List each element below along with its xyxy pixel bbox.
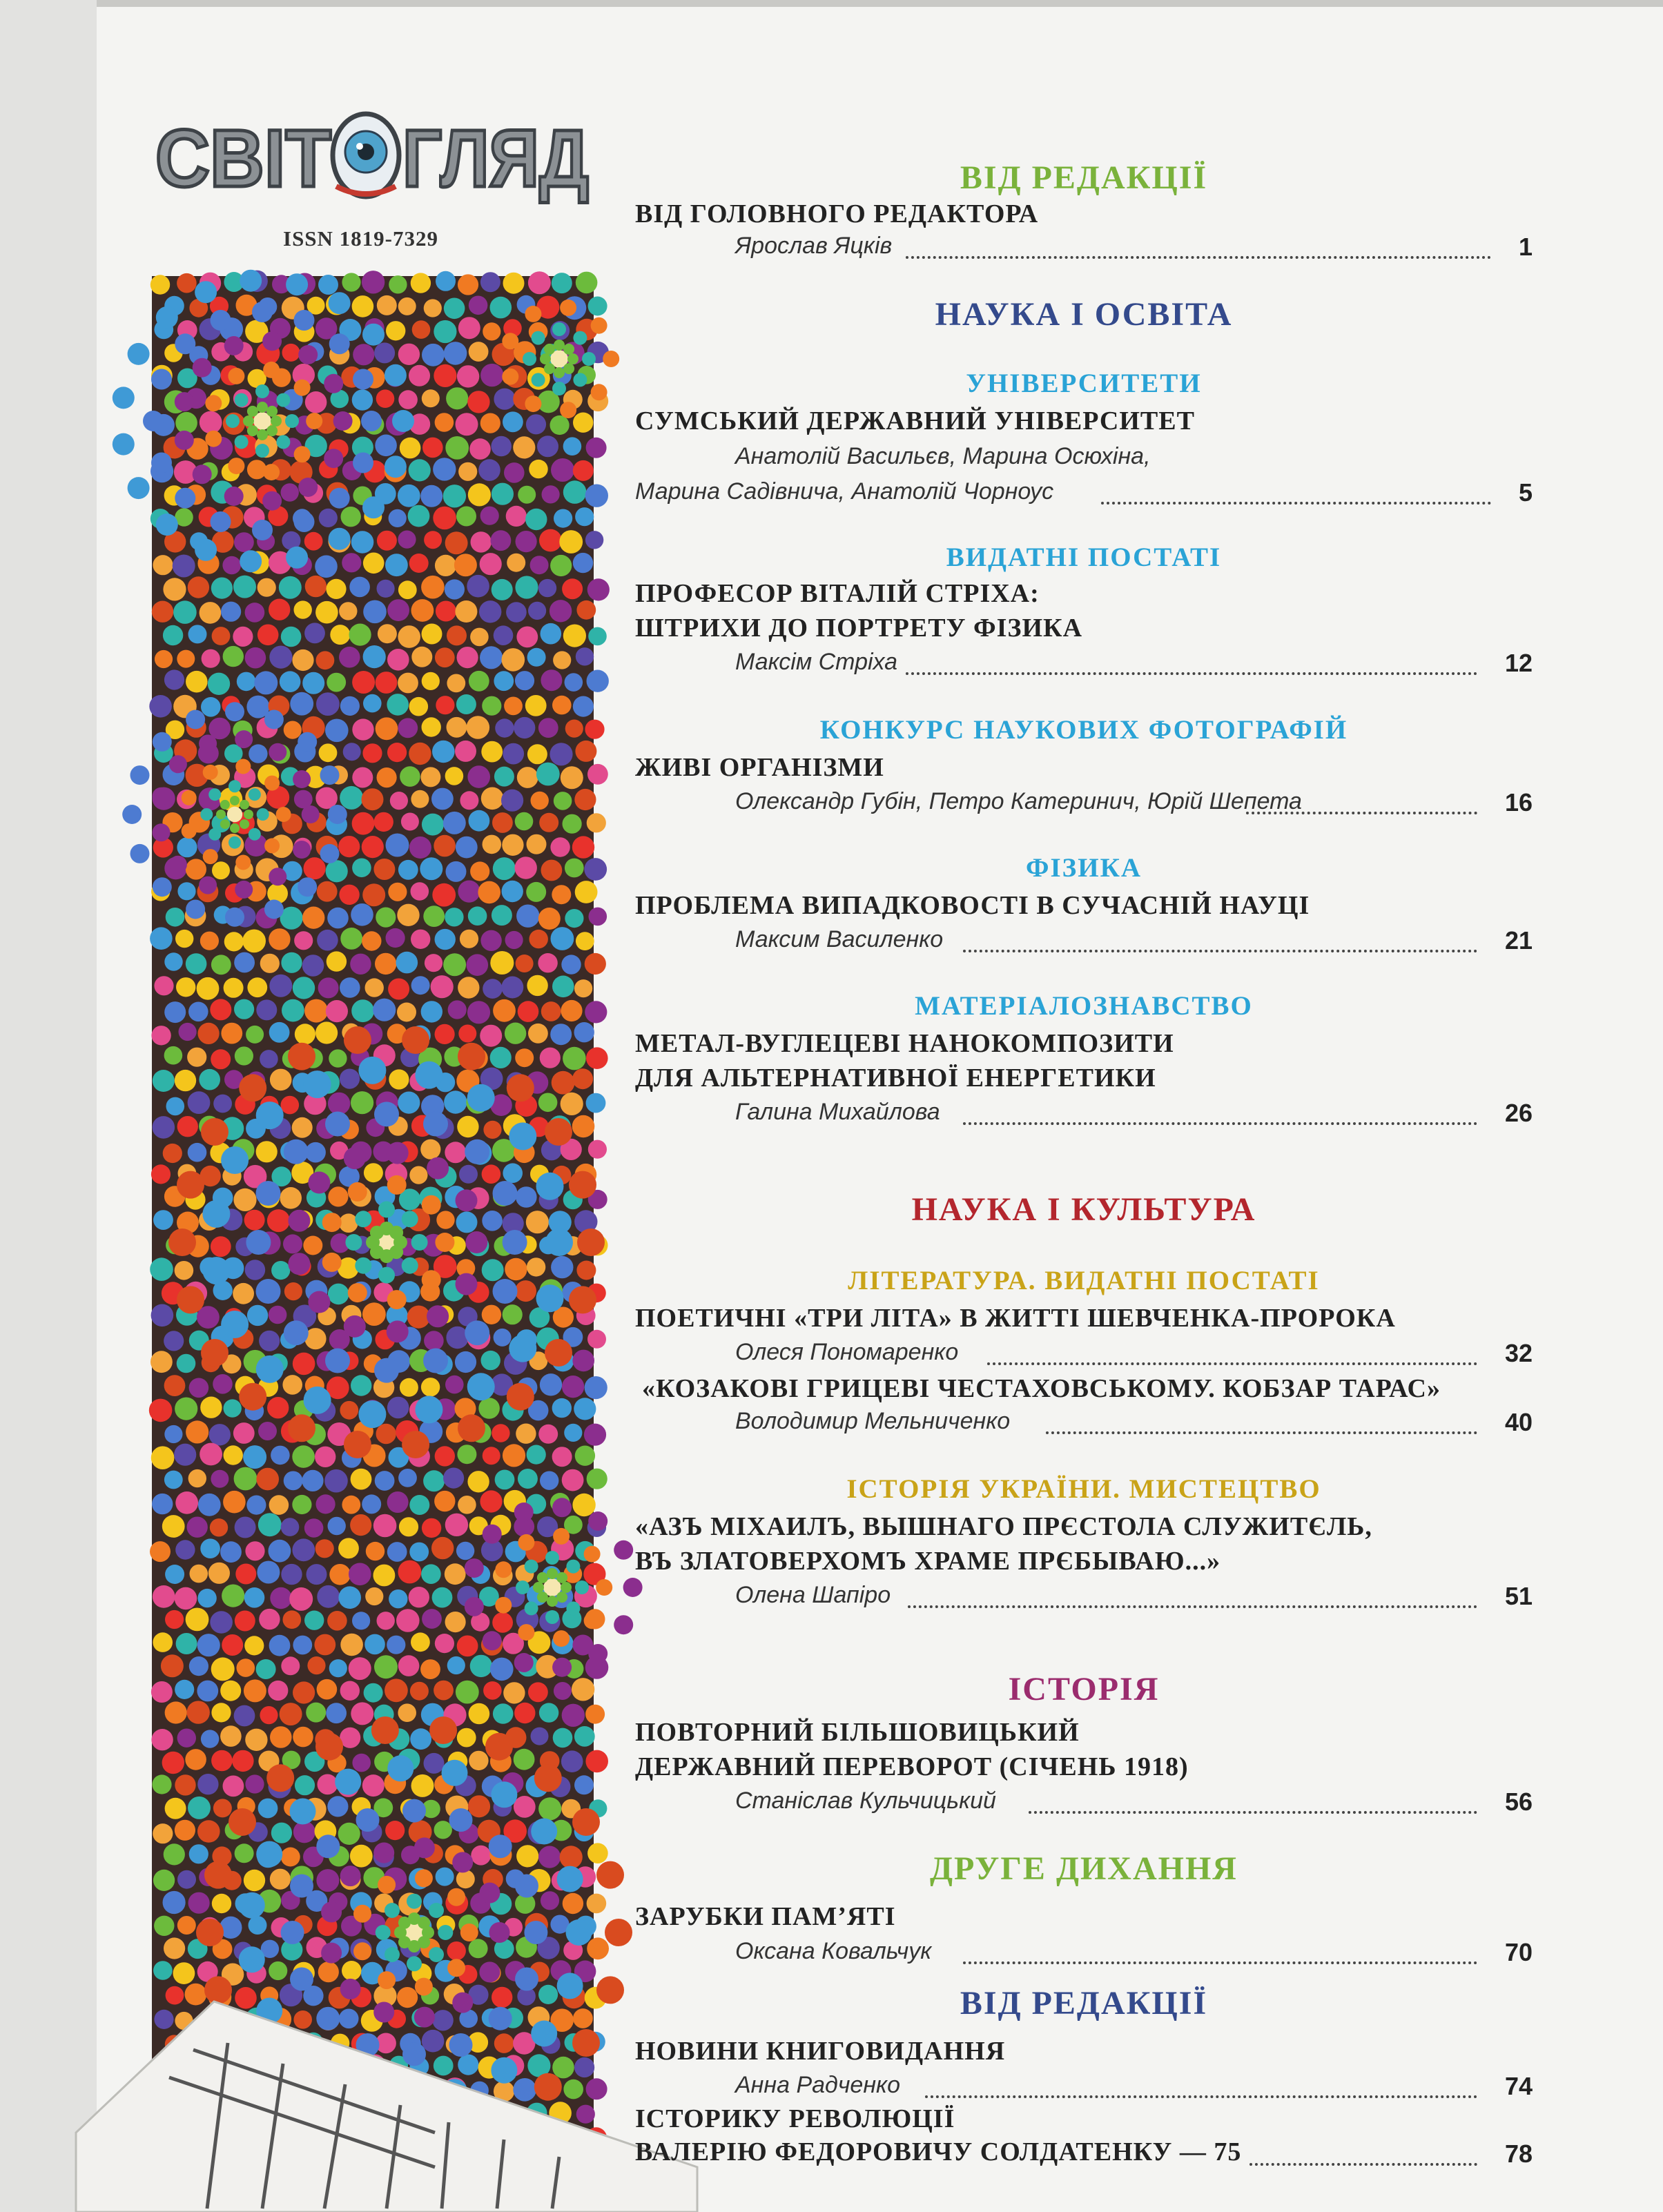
dot-mandala-artwork	[152, 276, 594, 2212]
entry-title: ВАЛЕРІЮ ФЕДОРОВИЧУ СОЛДАТЕНКУ — 75	[635, 2137, 1242, 2166]
toc-entry[interactable]	[635, 1408, 1533, 1440]
entry-title: ЖИВІ ОРГАНІЗМИ	[635, 753, 884, 782]
dot-leader	[963, 950, 1477, 952]
entry-title: ДЕРЖАВНИЙ ПЕРЕВОРОТ (СІЧЕНЬ 1918)	[635, 1752, 1189, 1781]
subsection-heading: КОНКУРС НАУКОВИХ ФОТОГРАФІЙ	[819, 715, 1348, 745]
toc-entry[interactable]	[635, 926, 1533, 958]
entry-title: НОВИНИ КНИГОВИДАННЯ	[635, 2037, 1006, 2066]
entry-author: Володимир Мельниченко	[735, 1408, 1011, 1434]
entry-title: ШТРИХИ ДО ПОРТРЕТУ ФІЗИКА	[635, 614, 1083, 643]
entry-page-number: 78	[1504, 2140, 1533, 2168]
section-heading: ВІД РЕДАКЦІЇ	[960, 1985, 1208, 2022]
entry-author: Максим Василенко	[735, 926, 944, 952]
section-heading: НАУКА І КУЛЬТУРА	[911, 1191, 1256, 1228]
entry-title: ПОВТОРНИЙ БІЛЬШОВИЦЬКИЙ	[635, 1718, 1080, 1747]
entry-author: Олеся Пономаренко	[735, 1339, 959, 1365]
issn-number: ISSN 1819-7329	[283, 226, 439, 251]
entry-page-number: 16	[1504, 788, 1533, 816]
dot-leader	[1101, 502, 1491, 505]
entry-page-number: 74	[1504, 2072, 1533, 2100]
entry-title: СУМСЬКИЙ ДЕРЖАВНИЙ УНІВЕРСИТЕТ	[635, 407, 1195, 435]
entry-title: ВЪ ЗЛАТОВЕРХОМЪ ХРАМЕ ПРЄБЫВАЮ...»	[635, 1547, 1221, 1576]
toc-entry[interactable]	[635, 1788, 1533, 1819]
dot-leader	[1246, 812, 1477, 814]
dot-leader	[963, 1122, 1477, 1125]
subsection-heading: ФІЗИКА	[1025, 853, 1142, 883]
scan-edge-left	[0, 0, 97, 2212]
section-heading: НАУКА І ОСВІТА	[935, 296, 1233, 333]
entry-author: Олександр Губін, Петро Катеринич, Юрій Шепета	[735, 788, 1302, 814]
subsection-heading: ІСТОРІЯ УКРАЇНИ. МИСТЕЦТВО	[846, 1474, 1321, 1504]
toc-entry[interactable]	[635, 788, 1533, 820]
entry-title: ПОЕТИЧНІ «ТРИ ЛІТА» В ЖИТТІ ШЕВЧЕНКА-ПРОРОКА	[635, 1304, 1396, 1333]
entry-author: Ярослав Яцків	[735, 233, 893, 259]
subsection-heading: ЛІТЕРАТУРА. ВИДАТНІ ПОСТАТІ	[848, 1266, 1320, 1295]
entry-title: «КОЗАКОВІ ГРИЦЕВІ ЧЕСТАХОВСЬКОМУ. КОБЗАР ТАРАС»	[642, 1374, 1441, 1403]
entry-page-number: 40	[1504, 1408, 1533, 1436]
entry-page-number: 12	[1504, 649, 1533, 677]
entry-author: Марина Садівнича, Анатолій Чорноус	[635, 478, 1054, 505]
toc-entry[interactable]	[635, 2072, 1533, 2104]
dot-leader	[925, 2095, 1477, 2098]
entry-author: Олена Шапіро	[735, 1582, 891, 1608]
torn-paper-scrap	[76, 2001, 697, 2212]
entry-page-number: 32	[1504, 1339, 1533, 1367]
section-heading: ІСТОРІЯ	[1008, 1671, 1160, 1707]
section-heading: ВІД РЕДАКЦІЇ	[960, 159, 1208, 196]
dot-leader	[963, 1961, 1477, 1964]
toc-entry[interactable]	[635, 1339, 1533, 1371]
entry-page-number: 5	[1518, 478, 1533, 507]
entry-title: МЕТАЛ-ВУГЛЕЦЕВІ НАНОКОМПОЗИТИ	[635, 1029, 1174, 1058]
entry-author: Оксана Ковальчук	[735, 1938, 932, 1964]
logo-text-right: ГЛЯД	[402, 113, 589, 204]
table-of-contents	[635, 145, 1533, 2212]
entry-title: ЗАРУБКИ ПАМ’ЯТІ	[635, 1902, 896, 1931]
subsection-heading: ВИДАТНІ ПОСТАТІ	[946, 542, 1222, 572]
toc-entry[interactable]	[635, 1099, 1533, 1131]
entry-title: ВІД ГОЛОВНОГО РЕДАКТОРА	[635, 199, 1039, 228]
entry-title: ПРОФЕСОР ВІТАЛІЙ СТРІХА:	[635, 579, 1040, 608]
subsection-heading: УНІВЕРСИТЕТИ	[966, 369, 1202, 398]
entry-page-number: 26	[1504, 1099, 1533, 1127]
entry-title: «АЗЪ МІХАИЛЪ, ВЫШНАГО ПРЄСТОЛА СЛУЖИТЄЛЬ,	[635, 1512, 1372, 1541]
dot-leader	[1029, 1811, 1477, 1814]
toc-entry[interactable]	[635, 233, 1533, 264]
entry-page-number: 56	[1504, 1788, 1533, 1816]
dot-leader	[908, 1605, 1477, 1608]
entry-author: Анатолій Васильєв, Марина Осюхіна,	[735, 443, 1151, 469]
dot-leader	[906, 672, 1477, 675]
toc-entry[interactable]	[635, 478, 1533, 510]
entry-title: ПРОБЛЕМА ВИПАДКОВОСТІ В СУЧАСНІЙ НАУЦІ	[635, 891, 1310, 920]
entry-page-number: 21	[1504, 926, 1533, 955]
entry-page-number: 1	[1518, 233, 1533, 261]
toc-entry[interactable]	[635, 1582, 1533, 1614]
entry-author: Станіслав Кульчицький	[735, 1788, 996, 1814]
logo-text-left: СВІТ	[155, 113, 331, 204]
subsection-heading: МАТЕРІАЛОЗНАВСТВО	[915, 991, 1253, 1021]
entry-page-number: 70	[1504, 1938, 1533, 1966]
eye-icon	[333, 114, 399, 197]
entry-author: Анна Радченко	[735, 2072, 901, 2098]
entry-title: ІСТОРИКУ РЕВОЛЮЦІЇ	[635, 2104, 955, 2133]
dot-leader	[906, 256, 1491, 259]
scan-edge-top	[0, 0, 1663, 7]
toc-entry[interactable]	[635, 1938, 1533, 1970]
dot-leader	[1046, 1431, 1477, 1434]
entry-author: Галина Михайлова	[735, 1099, 940, 1125]
toc-entry[interactable]	[635, 649, 1533, 681]
entry-page-number: 51	[1504, 1582, 1533, 1610]
dot-leader	[987, 1362, 1477, 1365]
magazine-logo	[155, 83, 597, 221]
entry-author: Максім Стріха	[735, 649, 898, 675]
toc-entry[interactable]	[635, 2137, 1533, 2171]
dot-leader	[1249, 2163, 1477, 2166]
entry-title: ДЛЯ АЛЬТЕРНАТИВНОЇ ЕНЕРГЕТИКИ	[635, 1064, 1156, 1093]
section-heading: ДРУГЕ ДИХАННЯ	[930, 1850, 1238, 1887]
